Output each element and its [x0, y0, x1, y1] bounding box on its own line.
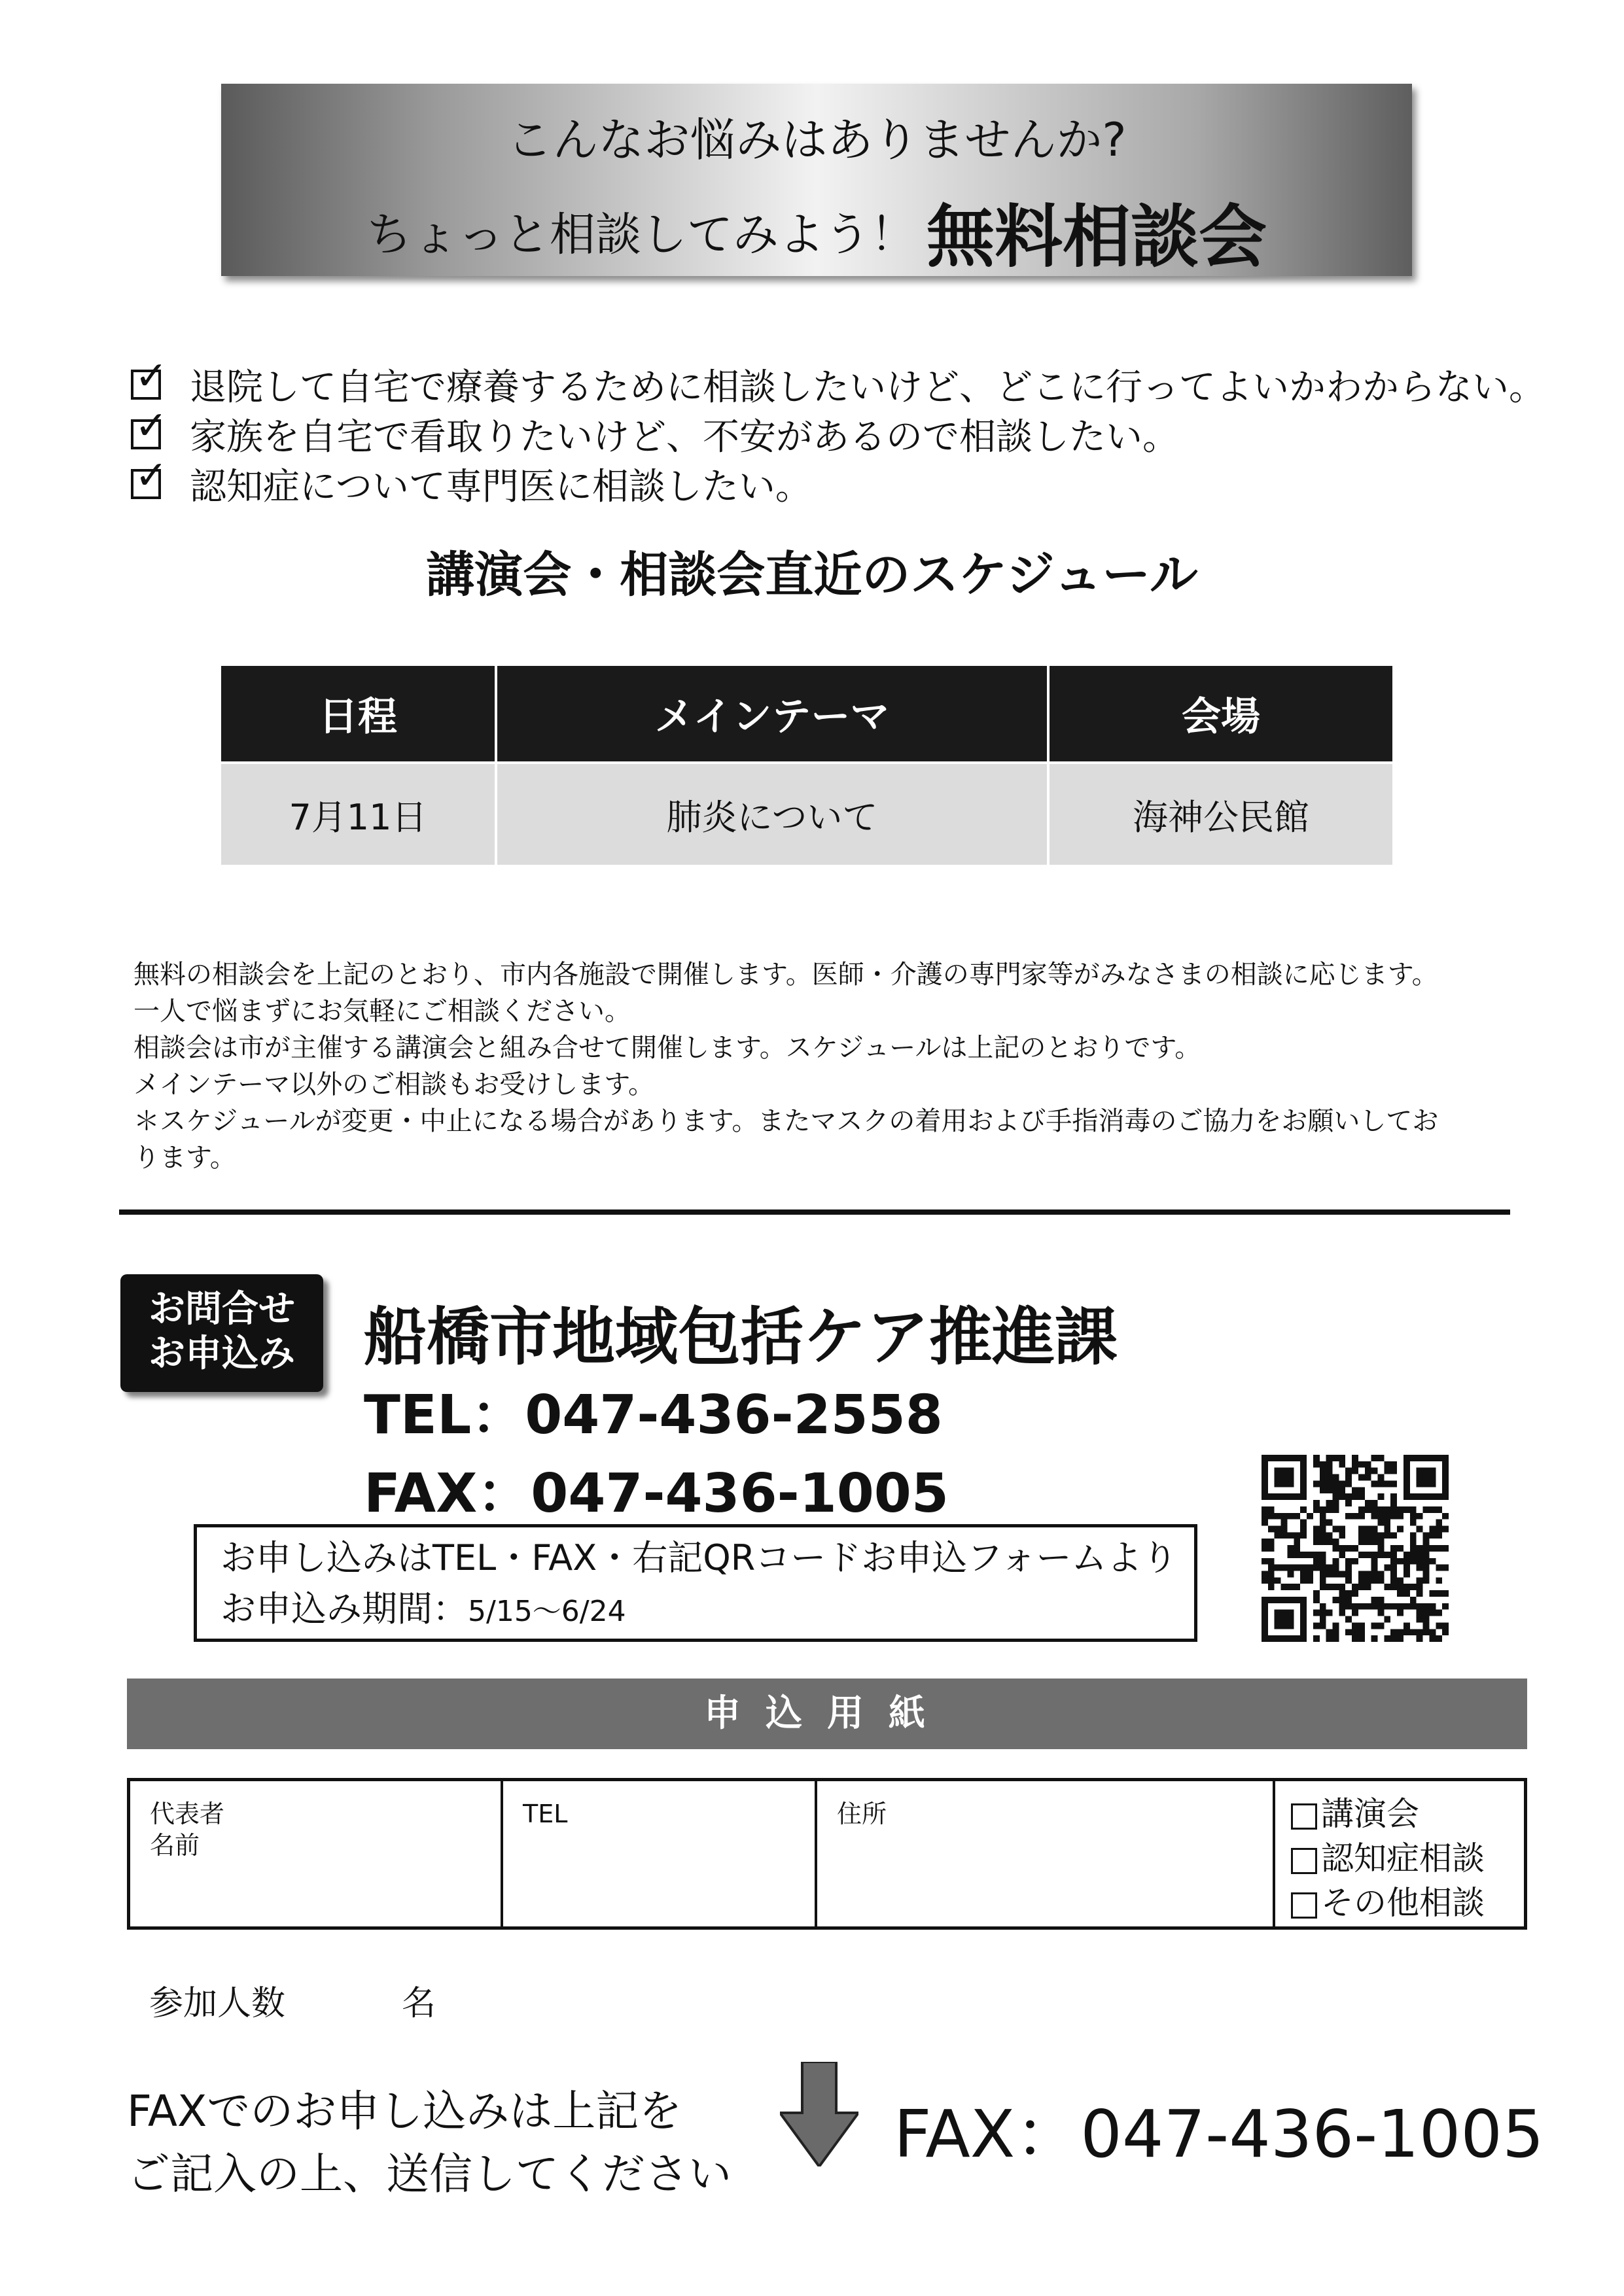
inquiry-badge: お問合せ お申込み	[120, 1274, 323, 1392]
option-lecture[interactable]: 講演会	[1291, 1788, 1419, 1835]
schedule-table	[221, 666, 1392, 865]
organization-name: 船橋市地域包括ケア推進課	[364, 1300, 1118, 1374]
application-methods: お申し込みはTEL・FAX・右記QRコードお申込フォームより	[221, 1537, 1178, 1578]
tel-label: TEL	[523, 1800, 568, 1828]
note-line: ります。	[133, 1143, 236, 1173]
cell-theme: 肺炎について	[496, 763, 1048, 865]
note-line: メインテーマ以外のご相談もお受けします。	[133, 1070, 654, 1100]
banner-headline	[221, 182, 1412, 280]
header-venue: 会場	[1048, 666, 1392, 763]
attendees-label: 参加人数	[149, 1984, 286, 2023]
header-theme: メインテーマ	[496, 666, 1048, 763]
fax-instructions: FAXでのお申し込みは上記を ご記入の上、送信してください	[127, 2086, 732, 2199]
note-line: 無料の相談会を上記のとおり、市内各施設で開催します。医師・介護の専門家等がみなさまの相談に応じます。	[133, 960, 1438, 990]
table-row	[221, 763, 1392, 865]
checkbox-icon	[131, 453, 168, 499]
header-banner	[221, 84, 1412, 276]
notes	[133, 956, 1534, 1176]
checkbox-icon[interactable]	[1291, 1848, 1317, 1874]
check-mark-icon: ✓	[135, 453, 168, 498]
banner-headline-main: 無料相談会	[926, 197, 1267, 277]
table-header-row	[221, 666, 1392, 763]
tel-field[interactable]	[501, 1781, 815, 1926]
checklist-item: ✓ 認知症について専門医に相談したい。	[131, 458, 812, 510]
representative-name-field[interactable]	[130, 1781, 501, 1926]
checkbox-icon	[131, 403, 168, 449]
note-line: ＊スケジュールが変更・中止になる場合があります。またマスクの着用および手指消毒のご協力をお願いしてお	[133, 1106, 1439, 1136]
application-period: お申込み期間：5/15～6/24	[221, 1588, 626, 1629]
banner-question: こんなお悩みはありませんか?	[506, 113, 1127, 167]
representative-name-label: 代表者 名前	[150, 1800, 225, 1860]
form-title: 申込用紙	[127, 1679, 1527, 1749]
address-field[interactable]	[815, 1781, 1273, 1926]
consultation-options	[1273, 1781, 1524, 1926]
address-label: 住所	[837, 1800, 887, 1828]
attendees-unit: 名	[402, 1984, 436, 2023]
checkbox-icon[interactable]	[1291, 1892, 1317, 1919]
check-mark-icon: ✓	[135, 353, 168, 399]
banner-headline-prefix: ちょっと相談してみよう！	[366, 207, 916, 262]
application-form	[127, 1778, 1527, 1930]
option-dementia[interactable]: 認知症相談	[1291, 1832, 1485, 1879]
arrow-down-icon	[780, 2062, 858, 2166]
qr-code-icon[interactable]	[1262, 1455, 1449, 1642]
application-info-box	[194, 1524, 1197, 1642]
check-mark-icon: ✓	[135, 403, 168, 449]
checkbox-icon[interactable]	[1291, 1803, 1317, 1830]
fax-number: FAX：047-436-1005	[364, 1463, 949, 1525]
checklist-item: ✓ 家族を自宅で看取りたいけど、不安があるので相談したい。	[131, 408, 1179, 461]
cell-date: 7月11日	[221, 763, 496, 865]
option-other[interactable]: その他相談	[1291, 1877, 1485, 1924]
fax-number-large: FAX：047-436-1005	[894, 2096, 1544, 2172]
cell-venue: 海神公民館	[1048, 763, 1392, 865]
tel-number[interactable]: TEL：047-436-2558	[364, 1384, 943, 1446]
header-date: 日程	[221, 666, 496, 763]
checklist-item: ✓ 退院して自宅で療養するために相談したいけど、どこに行ってよいかわからない。	[131, 358, 1545, 411]
note-line: 一人で悩まずにお気軽にご相談ください。	[133, 996, 631, 1026]
note-line: 相談会は市が主催する講演会と組み合せて開催します。スケジュールは上記のとおりです。	[133, 1033, 1201, 1063]
checkbox-icon	[131, 353, 168, 400]
divider	[119, 1209, 1510, 1215]
schedule-title: 講演会・相談会直近のスケジュール	[426, 547, 1198, 603]
